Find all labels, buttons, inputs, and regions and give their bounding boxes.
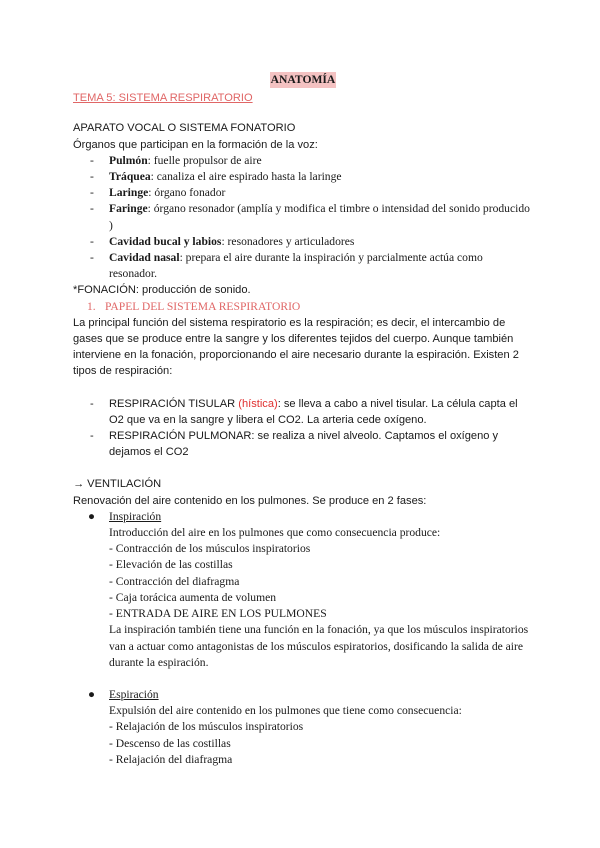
organ-desc: : canaliza el aire espirado hasta la laringe — [150, 170, 342, 184]
inspiracion-title: Inspiración — [109, 509, 162, 523]
respiration-type-item — [73, 396, 533, 428]
bullet-icon: ● — [88, 687, 96, 701]
spacer — [73, 460, 533, 476]
inspiracion-step: - Elevación de las costillas — [109, 558, 233, 572]
espiracion-step: - Descenso de las costillas — [109, 736, 231, 750]
inspiracion-step: - ENTRADA DE AIRE EN LOS PULMONES — [109, 607, 327, 621]
organ-desc: : órgano resonador (amplía y modifica el timbre o intensidad del sonido producido ) — [109, 202, 530, 232]
organ-list — [73, 153, 533, 283]
type-text: RESPIRACIÓN TISULAR — [109, 397, 239, 410]
section-title: PAPEL DEL SISTEMA RESPIRATORIO — [105, 299, 301, 313]
inspiracion-intro: Introducción del aire en los pulmones que como consecuencia produce: — [109, 526, 441, 540]
vocal-intro: Órganos que participan en la formación de la voz: — [73, 138, 318, 151]
espiracion-intro: Expulsión del aire contenido en los pulmones que tiene como consecuencia: — [109, 704, 462, 718]
document-subtitle: TEMA 5: SISTEMA RESPIRATORIO — [73, 92, 253, 105]
organ-desc: : fuelle propulsor de aire — [147, 153, 262, 167]
document-content — [73, 72, 533, 768]
organ-item — [73, 201, 533, 233]
organ-term: Cavidad nasal — [109, 251, 180, 265]
inspiracion-step: - Contracción de los músculos inspiratorios — [109, 542, 311, 556]
spacer — [73, 671, 533, 687]
organ-term: Cavidad bucal y labios — [109, 234, 222, 248]
section-heading — [73, 299, 533, 315]
organ-desc: : órgano fonador — [148, 186, 226, 200]
espiracion-step: - Relajación de los músculos inspiratorios — [109, 720, 304, 734]
spacer — [73, 380, 533, 396]
ventilacion-intro: Renovación del aire contenido en los pulmones. Se produce en 2 fases: — [73, 494, 427, 507]
organ-item — [73, 153, 533, 169]
espiracion-block — [73, 687, 533, 768]
organ-term: Tráquea — [109, 170, 151, 184]
organ-term: Pulmón — [109, 153, 148, 167]
organ-item — [73, 234, 533, 250]
espiracion-step: - Relajación del diafragma — [109, 752, 233, 766]
inspiracion-step: - Contracción del diafragma — [109, 574, 240, 588]
organ-item — [73, 185, 533, 201]
organ-item — [73, 169, 533, 185]
respiration-type-item — [73, 428, 533, 460]
inspiracion-step: - Caja torácica aumenta de volumen — [109, 590, 277, 604]
section-number: 1. — [87, 299, 96, 313]
type-highlight: (hística) — [238, 397, 278, 410]
organ-term: Laringe — [109, 186, 149, 200]
inspiracion-note: La inspiración también tiene una función en la fonación, ya que los músculos inspiratorios van a actuar como antagonistas de los músculos espiratorios, dosificando la salida de aire durante la espiración. — [109, 623, 529, 669]
organ-desc: : resonadores y articuladores — [221, 234, 355, 248]
document-title: ANATOMÍA — [270, 72, 337, 88]
organ-item — [73, 250, 533, 282]
title-row — [73, 72, 533, 88]
fonacion-note: *FONACIÓN: producción de sonido. — [73, 284, 251, 297]
bullet-icon: ● — [88, 509, 96, 523]
section-paragraph: La principal función del sistema respiratorio es la respiración; es decir, el intercambio de gases que se produce entre la sangre y los diferentes tejidos del cuerpo. Aunque también interviene en la fonación, proporcionando el aire necesario durante la espiración. Existen 2 tipos de respiración: — [73, 316, 519, 378]
organ-desc: : prepara el aire durante la inspiración y parcialmente actúa como resonador. — [109, 251, 483, 281]
espiracion-title: Espiración — [109, 687, 159, 701]
respiration-types — [73, 396, 533, 461]
organ-term: Faringe — [109, 202, 148, 216]
vocal-heading: APARATO VOCAL O SISTEMA FONATORIO — [73, 122, 296, 135]
inspiracion-block — [73, 509, 533, 671]
ventilacion-heading: → VENTILACIÓN — [73, 478, 162, 491]
type-text-end: : se lleva a cabo a nivel tisular. La célula capta el O2 que va en la sangre y libera el CO2. La arteria cede oxígeno. — [109, 397, 518, 426]
type-text: RESPIRACIÓN PULMONAR: se realiza a nivel alveolo. Captamos el oxígeno y dejamos el CO2 — [109, 430, 499, 459]
